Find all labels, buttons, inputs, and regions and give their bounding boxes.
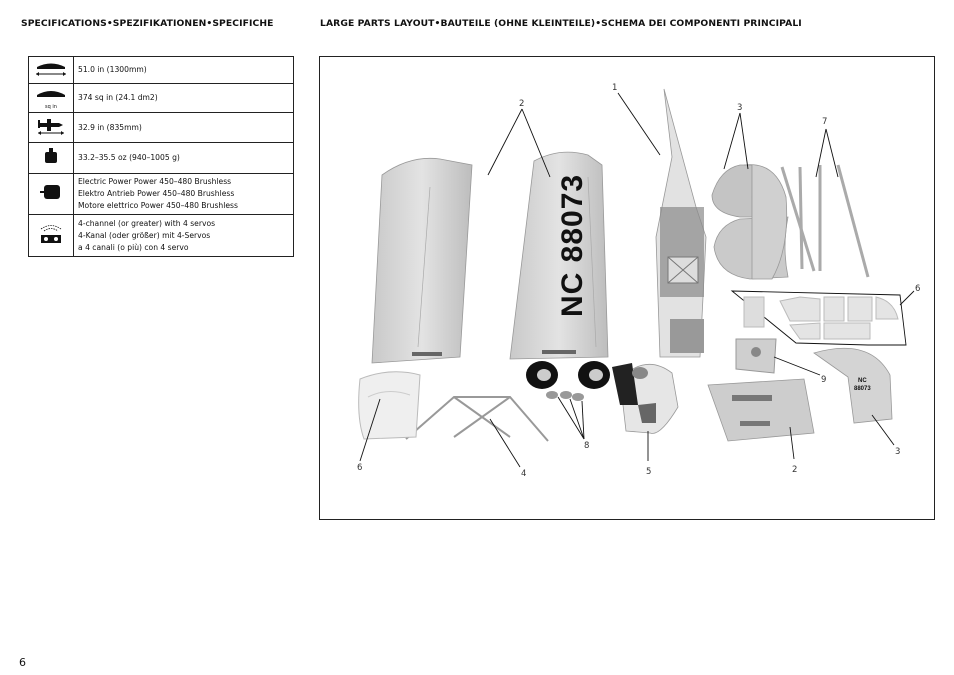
spec-row-wingspan: [29, 57, 294, 84]
label-wheels: 8: [584, 441, 590, 451]
specifications-heading: SPECIFICATIONS•SPEZIFIKATIONEN•SPECIFICHE: [21, 18, 274, 29]
spec-motor-line-3: Motore elettrico Power 450–480 Brushless: [78, 201, 238, 210]
spec-length-text: 32.9 in (835mm): [78, 122, 142, 132]
label-strut: 4: [521, 469, 527, 479]
wing-area-icon-label: sq in: [45, 104, 57, 110]
spec-motor-line-2: Elektro Antrieb Power 450–480 Brushless: [78, 189, 235, 198]
rudder-registration-line-2: 88073: [854, 386, 871, 392]
radio-icon: [29, 215, 74, 257]
spec-row-wing-area: [29, 84, 294, 113]
spec-radio-line-2: 4-Kanal (oder größer) mit 4-Servos: [78, 230, 211, 240]
rudder: [814, 348, 892, 423]
label-plate: 9: [821, 375, 827, 385]
wing-struts: [782, 165, 868, 277]
right-wing: [510, 152, 608, 359]
spec-row-length: [29, 113, 294, 143]
wheels: [526, 361, 610, 401]
label-struts-set: 7: [822, 117, 828, 127]
wing-registration: NC 88073: [556, 173, 589, 317]
wingspan-icon: [29, 57, 74, 84]
label-fuselage: 1: [612, 83, 618, 93]
landing-gear: [406, 397, 548, 441]
layout-heading: LARGE PARTS LAYOUT•BAUTEILE (OHNE KLEINTEILE)•SCHEMA DEI COMPONENTI PRINCIPALI: [320, 18, 802, 29]
label-stabilizer: 3: [737, 103, 743, 113]
window-set: [732, 291, 906, 345]
windshield: [359, 372, 420, 439]
label-wings-lower: 2: [792, 465, 798, 475]
specifications-table: [28, 56, 294, 257]
left-wing: [372, 158, 472, 363]
spec-row-radio: [29, 215, 294, 257]
parts-layout-figure: [319, 56, 935, 520]
wing-center-section: [708, 379, 814, 441]
spec-wingspan-text: 51.0 in (1300mm): [78, 65, 147, 74]
spec-row-motor: [29, 174, 294, 215]
spec-radio-line-3: a 4 canali (o più) con 4 servo: [78, 242, 189, 252]
spec-wing-area-text: 374 sq in (24.1 dm2): [78, 93, 158, 102]
motor-icon: [29, 174, 74, 215]
fuselage: [656, 89, 706, 357]
spec-row-weight: [29, 143, 294, 174]
label-cowl: 5: [646, 467, 652, 477]
label-windows-left: 6: [357, 463, 363, 473]
spec-motor-line-1: Electric Power Power 450–480 Brushless: [78, 177, 232, 186]
plate-part: [736, 339, 776, 373]
weight-icon: [29, 143, 74, 174]
label-windows-top: 6: [915, 284, 921, 294]
page-number: 6: [19, 656, 26, 669]
cowl: [612, 363, 678, 433]
wing-area-icon: [29, 84, 74, 113]
spec-radio-line-1: 4-channel (or greater) with 4 servos: [78, 218, 216, 228]
horizontal-stabilizer: [712, 165, 788, 279]
length-icon: [29, 113, 74, 143]
rudder-registration-line-1: NC: [858, 378, 867, 384]
label-rudder: 3: [895, 447, 901, 457]
label-wings: 2: [519, 99, 525, 109]
parts-layout-illustration: [320, 57, 934, 519]
spec-weight-text: 33.2–35.5 oz (940–1005 g): [78, 153, 180, 162]
